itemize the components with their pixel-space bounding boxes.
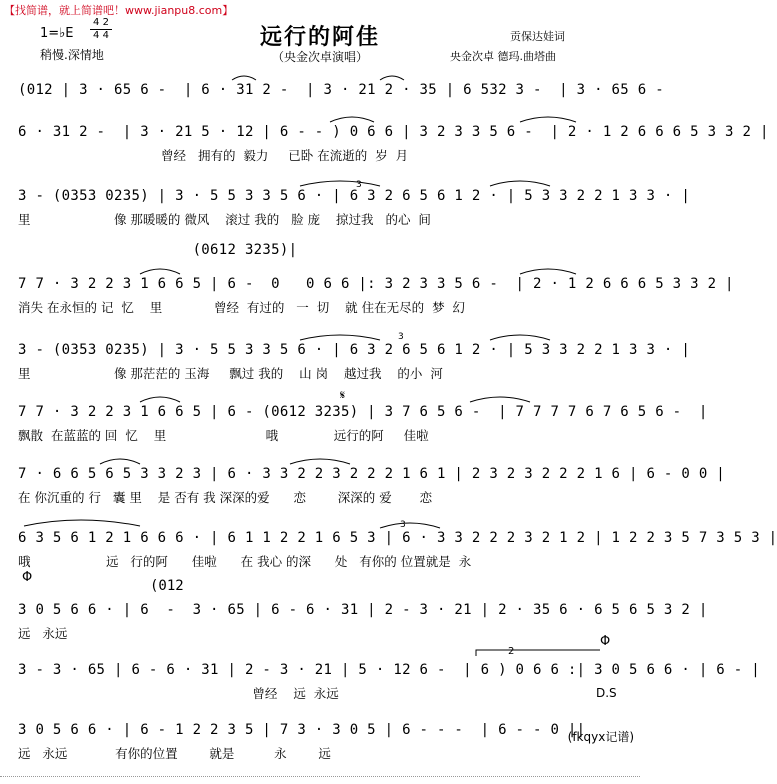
lyrics-line: 里 像 那暖暖的 微风 滚过 我的 脸 庞 掠过我 的心 间 — [18, 212, 431, 227]
watermark: 【找简谱，就上简谱吧！www.jianpu8.com】 — [4, 4, 234, 17]
slur — [520, 269, 576, 274]
slur — [300, 181, 380, 186]
slur — [140, 269, 180, 274]
slur — [24, 520, 140, 526]
slur — [490, 335, 550, 340]
lyrics-line: 消失 在永恒的 记 忆 里 曾经 有过的 一 切 就 住在无尽的 梦 幻 — [18, 300, 466, 315]
notation-line: 7 · 6 6 5 6 5 3 3 2 3 | 6 · 3 3 2 2 3 2 2 2 1 6 1 | 2 3 2 3 2 2 2 1 6 | 6 - 0 0 | — [18, 466, 726, 482]
notation-line: 3 - (0353 0235) | 3 · 5 5 3 3 5 6 · | 6 3 2 6 5 6 1 2 · | 5 3 3 2 2 1 3 3 · | — [18, 188, 691, 204]
notation-line: 3 - 3 · 65 | 6 - 6 · 31 | 2 - 3 · 21 | 5 · 12 6 - | 6 ) 0 6 6 :| 3 0 5 6 6 · | 6 - | — [18, 662, 760, 678]
triplet-mark: 3 — [356, 180, 362, 190]
coda-mark: Φ — [22, 570, 33, 585]
lyrics-line: 飘散 在蓝蓝的 回 忆 里 哦 远行的阿 佳啦 — [18, 428, 429, 443]
notation-line: 7 7 · 3 2 2 3 1 6 6 5 | 6 - 0 0 6 6 |: 3 2 3 3 5 6 - | 2 · 1 2 6 6 6 5 3 3 2 | — [18, 276, 734, 292]
slur — [290, 459, 350, 464]
notation-line: 3 0 5 6 6 · | 6 - 1 2 2 3 5 | 7 3 · 3 0 5 | 6 - - - | 6 - - 0 || — [18, 722, 586, 738]
lyrics-line: 里 像 那茫茫的 玉海 飘过 我的 山 岗 越过我 的小 河 — [18, 366, 443, 381]
slur — [140, 397, 180, 402]
meter-bottom: 4 4 — [93, 30, 109, 41]
intro-paren: (012 — [150, 578, 184, 594]
tempo-marking: 稍慢.深情地 — [40, 48, 104, 62]
volta-number: 2 — [508, 646, 515, 657]
lyrics-line: 哦 远 行的阿 佳啦 在 我心 的深 处 有你的 位置就是 永 — [18, 554, 472, 569]
volta-bracket — [476, 650, 600, 656]
lyrics-line: 曾经 远 永远 — [18, 686, 339, 701]
notation-line: (0612 3235)| — [18, 242, 298, 258]
slur — [380, 523, 440, 528]
transcriber-credit: (fkqyx记谱) — [567, 730, 634, 744]
slur — [232, 76, 256, 80]
slur — [330, 117, 374, 122]
key-signature: 1=♭E — [40, 26, 74, 41]
composer-credit: 央金次卓 德玛.曲塔曲 — [450, 50, 556, 63]
meter-top: 4 2 — [93, 17, 109, 28]
notation-line: 6 3 5 6 1 2 1 6 6 6 · | 6 1 1 2 2 1 6 5 3 | 6 · 3 3 2 2 2 3 2 1 2 | 1 2 2 3 5 7 3 5 3 | — [18, 530, 777, 546]
notation-line: 7 7 · 3 2 2 3 1 6 6 5 | 6 - (0612 3235) | 3 7 6 5 6 - | 7 7 7 7 6 7 6 5 6 - | — [18, 404, 708, 420]
slur — [490, 181, 550, 186]
slur — [470, 397, 530, 402]
lyrics-line: 远 永远 — [18, 626, 68, 641]
performer-line: （央金次卓演唱） — [271, 50, 368, 64]
triplet-mark-2: 3 — [398, 332, 404, 342]
notation-line: 3 0 5 6 6 · | 6 - 3 · 65 | 6 - 6 · 31 | 2 - 3 · 21 | 2 · 35 6 · 6 5 6 5 3 2 | — [18, 602, 708, 618]
lyrics-line: 在 你沉重的 行 囊 里 是 否有 我 深深的爱 恋 深深的 爱 恋 — [18, 490, 433, 505]
slur — [520, 117, 576, 122]
slur — [380, 76, 404, 80]
song-title: 远行的阿佳 — [259, 24, 380, 50]
notation-line: (012 | 3 · 65 6 - | 6 · 31 2 - | 3 · 21 2 · 35 | 6 532 3 - | 3 · 65 6 - — [18, 82, 664, 98]
slur — [300, 335, 380, 340]
lyrics-line: 曾经 拥有的 毅力 已卧 在流逝的 岁 月 — [18, 148, 409, 163]
footer-divider — [0, 776, 640, 777]
notation-line: 6 · 31 2 - | 3 · 21 5 · 12 | 6 - - ) 0 6 6 | 3 2 3 3 5 6 - | 2 · 1 2 6 6 6 5 3 3 2 | — [18, 124, 769, 140]
slur — [100, 459, 140, 464]
ds-mark: D.S — [596, 686, 617, 700]
segno-mark: 𝄋 — [340, 388, 346, 402]
lyricist-credit: 贡保达娃词 — [510, 30, 565, 43]
coda-mark-2: Φ — [600, 634, 611, 649]
notation-line: 3 - (0353 0235) | 3 · 5 5 3 3 5 6 · | 6 3 2 6 5 6 1 2 · | 5 3 3 2 2 1 3 3 · | — [18, 342, 691, 358]
lyrics-line: 远 永远 有你的位置 就是 永 远 — [18, 746, 331, 761]
triplet-mark-3: 3 — [400, 520, 406, 530]
